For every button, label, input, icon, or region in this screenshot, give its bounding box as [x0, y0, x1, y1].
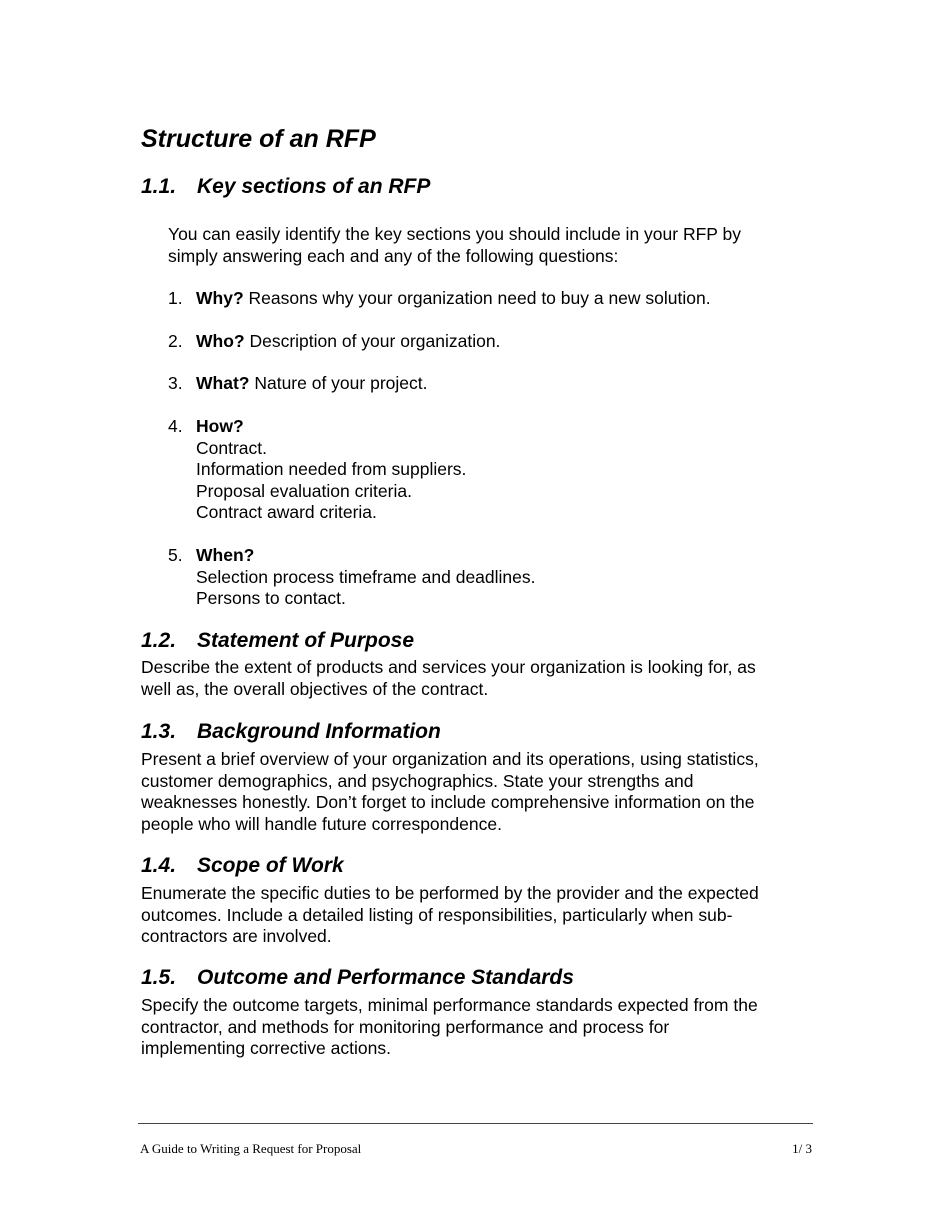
footer-divider	[138, 1123, 813, 1124]
list-text: Description of your organization.	[244, 331, 501, 351]
list-subline: Persons to contact.	[196, 588, 346, 608]
body-line: Present a brief overview of your organization and its operations, using statistics,	[141, 749, 759, 769]
section-number: 1.2.	[141, 629, 177, 652]
list-text: Reasons why your organization need to buy a new solution.	[243, 288, 711, 308]
list-item-when	[168, 545, 254, 567]
section-heading-key-sections	[141, 174, 430, 200]
footer-document-title: A Guide to Writing a Request for Proposal	[140, 1141, 362, 1156]
section-title: Background Information	[197, 720, 441, 743]
section-number: 1.5.	[141, 966, 177, 989]
body-line: contractors are involved.	[141, 926, 332, 946]
list-subline: Contract.	[196, 438, 267, 458]
body-line: implementing corrective actions.	[141, 1038, 391, 1058]
body-line: Describe the extent of products and services your organization is looking for, as	[141, 657, 756, 677]
list-subline: Proposal evaluation criteria.	[196, 481, 412, 501]
section-number: 1.4.	[141, 854, 177, 877]
section-heading-scope-of-work	[141, 853, 344, 879]
section-heading-statement-of-purpose	[141, 628, 414, 654]
list-question: Who?	[196, 331, 245, 351]
section-heading-outcome-performance	[141, 965, 574, 991]
body-line: Specify the outcome targets, minimal performance standards expected from the	[141, 995, 758, 1015]
document-title: Structure of an RFP	[141, 125, 376, 153]
list-question: How?	[196, 416, 244, 436]
list-item-what	[168, 373, 427, 395]
section-title: Key sections of an RFP	[197, 175, 431, 198]
list-item-who	[168, 331, 500, 353]
footer-page-number: 1/ 3	[792, 1141, 812, 1156]
section-body	[141, 749, 759, 835]
section-title: Scope of Work	[197, 854, 344, 877]
section-title: Statement of Purpose	[197, 629, 415, 652]
intro-paragraph	[168, 224, 741, 267]
list-subline: Selection process timeframe and deadlines.	[196, 567, 536, 587]
list-number: 1.	[168, 288, 183, 308]
body-line: outcomes. Include a detailed listing of responsibilities, particularly when sub-	[141, 904, 733, 925]
body-line: weaknesses honestly. Don’t forget to include comprehensive information on the	[141, 792, 755, 812]
body-line: Enumerate the specific duties to be performed by the provider and the expected	[141, 883, 759, 903]
body-line: people who will handle future correspondence.	[141, 813, 502, 834]
body-line: well as, the overall objectives of the contract.	[141, 678, 489, 699]
section-number: 1.1.	[141, 175, 177, 198]
section-body	[141, 883, 759, 948]
list-number: 4.	[168, 416, 183, 436]
list-subline: Information needed from suppliers.	[196, 459, 467, 479]
list-item-why	[168, 288, 711, 310]
section-body	[141, 995, 758, 1060]
intro-line: You can easily identify the key sections you should include in your RFP by	[168, 224, 741, 244]
list-number: 2.	[168, 331, 183, 351]
intro-line: simply answering each and any of the following questions:	[168, 245, 619, 266]
section-title: Outcome and Performance Standards	[197, 966, 574, 989]
list-item-how	[168, 416, 244, 438]
body-line: customer demographics, and psychographics. State your strengths and	[141, 770, 694, 791]
section-body	[141, 657, 756, 700]
section-heading-background-information	[141, 719, 441, 745]
list-question: When?	[196, 545, 255, 565]
section-number: 1.3.	[141, 720, 177, 743]
list-text: Nature of your project.	[249, 373, 428, 393]
list-question: Why?	[196, 288, 244, 308]
list-question: What?	[196, 373, 250, 393]
list-number: 3.	[168, 373, 183, 393]
body-line: contractor, and methods for monitoring performance and process for	[141, 1016, 670, 1037]
list-number: 5.	[168, 545, 183, 565]
list-subline: Contract award criteria.	[196, 502, 377, 522]
